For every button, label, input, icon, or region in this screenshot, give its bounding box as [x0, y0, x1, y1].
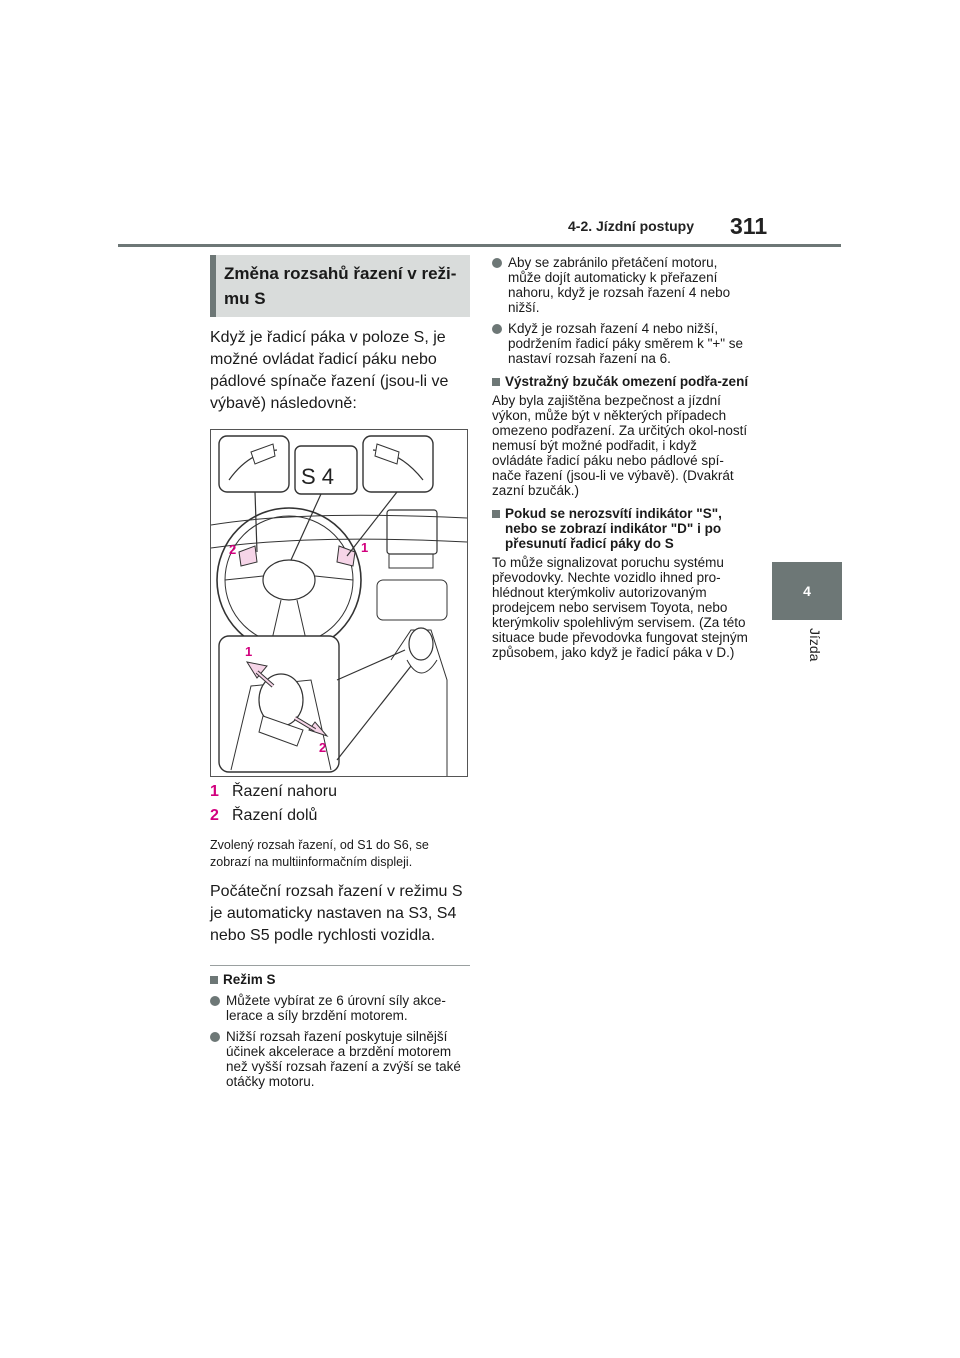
- right-column: [492, 255, 750, 660]
- legend-item: [210, 781, 470, 803]
- paddle-right-label: 1: [361, 540, 369, 555]
- bullet-text: Nižší rozsah řazení poskytuje silnější účinek akcelerace a brzdění motorem než vyšší rozsah řazení a zvýší se také otáčky motoru.: [226, 1029, 461, 1089]
- legend-text: Řazení nahoru: [232, 783, 337, 800]
- bullet-text: Když je rozsah řazení 4 nebo nižší, podržením řadicí páky směrem k "+" se nastaví rozsah řazení na 6.: [508, 321, 744, 366]
- gear-display: S 4: [301, 464, 335, 489]
- mode-heading-text: Režim S: [223, 972, 276, 987]
- legend-number: 1: [210, 783, 219, 800]
- header-divider: [118, 244, 841, 247]
- legend-text: Řazení dolů: [232, 807, 318, 824]
- bullet-dot-icon: [492, 324, 502, 334]
- buzzer-heading: [492, 374, 750, 389]
- square-bullet-icon: [492, 378, 500, 386]
- figure-legend: [210, 781, 470, 827]
- paddle-left-label: 2: [229, 542, 237, 557]
- shift-illustration: [210, 429, 468, 777]
- display-note: Zvolený rozsah řazení, od S1 do S6, se zobrazí na multiinformačním displeji.: [210, 838, 429, 869]
- bullet-text: Aby se zabránilo přetáčení motoru, může dojít automaticky k přeřazení nahoru, když je rozsah řazení 4 nebo nižší.: [508, 255, 731, 315]
- legend-number: 2: [210, 807, 219, 824]
- bullet-dot-icon: [492, 258, 502, 268]
- lever-up-label: 1: [245, 644, 253, 659]
- mode-heading: [210, 972, 470, 987]
- section-heading: [210, 255, 470, 317]
- bullet-dot-icon: [210, 996, 220, 1006]
- indicator-heading: [492, 506, 750, 551]
- page-number: 311: [730, 213, 768, 239]
- chapter-tab: [772, 562, 842, 620]
- bullet-text: Můžete vybírat ze 6 úrovní síly akce-lerace a síly brzdění motorem.: [226, 993, 446, 1023]
- square-bullet-icon: [210, 976, 218, 984]
- chapter-tab-number: 4: [803, 583, 811, 599]
- square-bullet-icon: [492, 510, 500, 518]
- section-heading-bar: [210, 255, 216, 317]
- buzzer-heading-text: Výstražný bzučák omezení podřa-zení: [505, 374, 749, 389]
- bullet-item: [492, 321, 750, 366]
- header-section-title: 4-2. Jízdní postupy: [568, 218, 695, 234]
- left-column: [210, 255, 470, 1089]
- section-heading-text: Změna rozsahů řazení v reži-mu S: [224, 264, 457, 308]
- buzzer-paragraph: Aby byla zajištěna bezpečnost a jízdní výkon, může být v některých případech omezeno podřazení. Za určitých okol-ností nemusí být možné podřadit, i když ovládáte řadicí páku nebo pádlové spí-nače řazení (jsou-li ve výbavě). (Dvakrát zazní bzučák.): [492, 393, 748, 498]
- indicator-heading-text: Pokud se nerozsvítí indikátor "S", nebo se zobrazí indikátor "D" i po přesunutí řadicí páky do S: [505, 506, 722, 551]
- bullet-item: [210, 993, 470, 1023]
- indicator-paragraph: To může signalizovat poruchu systému převodovky. Nechte vozidlo ihned pro-hlédnout kterýmkoliv autorizovaným prodejcem nebo servisem Toyota, nebo kterýmkoliv spolehlivým servisem. (Za této situace bude převodovka fungovat stejným způsobem, jako když je řadicí páka v D.): [492, 555, 748, 660]
- initial-range-paragraph: Počáteční rozsah řazení v režimu S je automaticky nastaven na S3, S4 nebo S5 podle rychlosti vozidla.: [210, 883, 463, 944]
- bullet-item: [210, 1029, 470, 1089]
- intro-paragraph: Když je řadicí páka v poloze S, je možné ovládat řadicí páku nebo pádlové spínače řazení (jsou-li ve výbavě) následovně:: [210, 329, 449, 412]
- lever-down-label: 2: [319, 740, 327, 755]
- bullet-dot-icon: [210, 1032, 220, 1042]
- legend-item: [210, 805, 470, 827]
- chapter-side-label: Jízda: [807, 628, 823, 662]
- section-divider: [210, 965, 470, 966]
- bullet-item: [492, 255, 750, 315]
- shift-illustration-drawing: [211, 430, 467, 776]
